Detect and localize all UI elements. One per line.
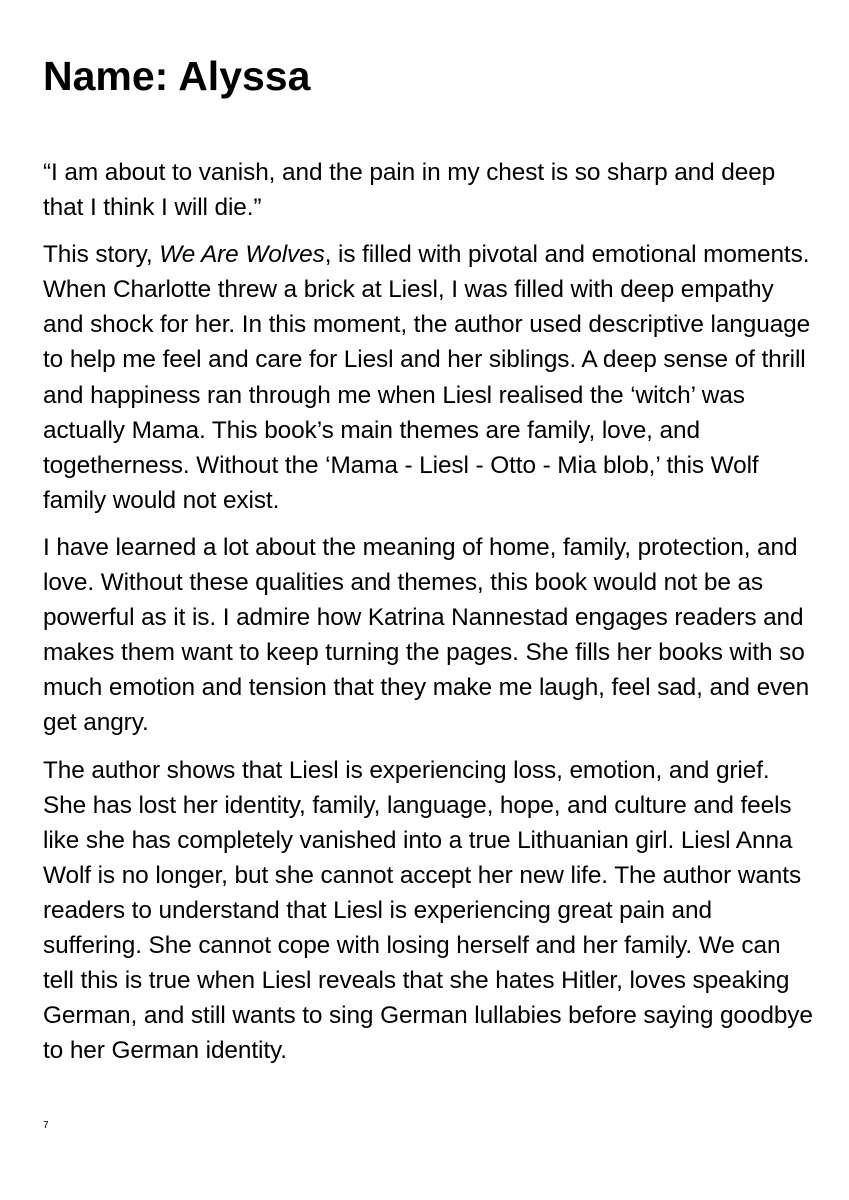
- document-page: [43, 0, 813, 1200]
- paragraph-1-text: , is filled with pivotal and emotional moments. When Charlotte threw a brick at Liesl, I was filled with deep empathy and shock for her. In this moment, the author used descriptive language to help me feel and care for Liesl and her siblings. A deep sense of thrill and happiness ran through me when Liesl realised the ‘witch’ was actually Mama. This book’s main themes are family, love, and togetherness. Without the ‘Mama - Liesl - Otto - Mia blob,’ this Wolf family would not exist.: [43, 241, 811, 514]
- book-title: We Are Wolves: [159, 241, 325, 269]
- paragraph-1: [43, 237, 813, 518]
- page-number: 7: [43, 1120, 49, 1131]
- paragraph-2: I have learned a lot about the meaning of home, family, protection, and love. Without these qualities and themes, this book would not be as powerful as it is. I admire how Katrina Nannestad engages readers and makes them want to keep turning the pages. She fills her books with so much emotion and tension that they make me laugh, feel sad, and even get angry.: [43, 533, 810, 737]
- paragraph-3: The author shows that Liesl is experiencing loss, emotion, and grief. She has lost her identity, family, language, hope, and culture and feels like she has completely vanished into a true Lithuanian girl. Liesl Anna Wolf is no longer, but she cannot accept her new life. The author wants readers to understand that Liesl is experiencing great pain and suffering. She cannot cope with losing herself and her family. We can tell this is true when Liesl reveals that she hates Hitler, loves speaking German, and still wants to sing German lullabies before saying goodbye to her German identity.: [43, 756, 813, 1065]
- essay-body: [43, 155, 813, 1080]
- paragraph-1-intro: This story,: [43, 241, 160, 269]
- opening-quote: “I am about to vanish, and the pain in my chest is so sharp and deep that I think I will die.”: [43, 159, 776, 222]
- page-title: Name: Alyssa: [43, 53, 311, 99]
